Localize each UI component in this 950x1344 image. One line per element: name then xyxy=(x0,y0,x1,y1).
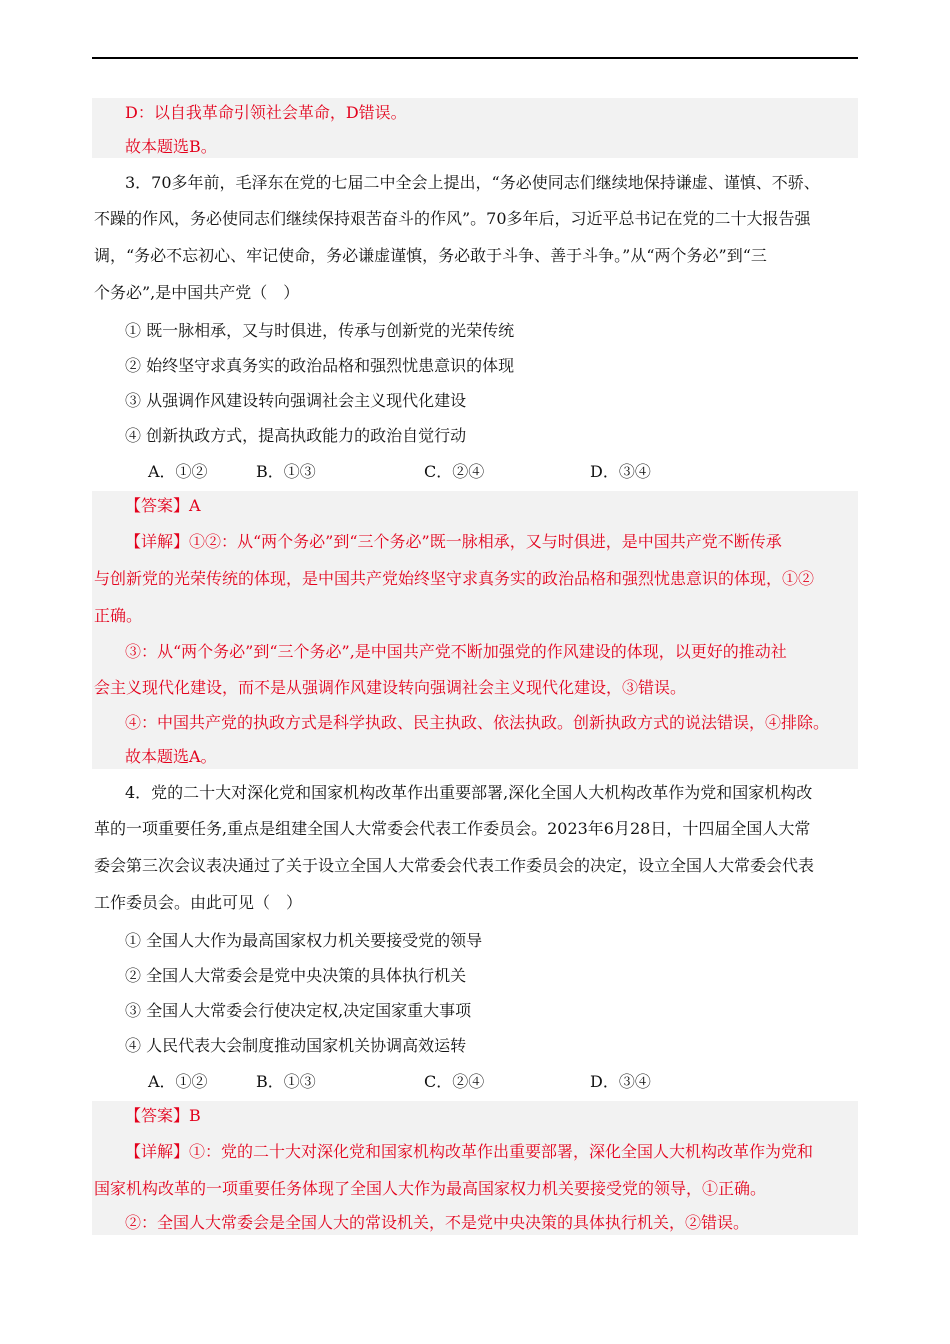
q3-detail-line-3: 正确。 xyxy=(94,606,143,625)
q3-detail-line-7: 故本题选A。 xyxy=(125,747,217,766)
q3-item-2: ② 始终坚守求真务实的政治品格和强烈忧患意识的体现 xyxy=(125,356,515,375)
q4-item-4: ④ 人民代表大会制度推动国家机关协调高效运转 xyxy=(125,1036,467,1055)
q3-option-c: C．②④ xyxy=(424,462,485,481)
q3-item-3: ③ 从强调作风建设转向强调社会主义现代化建设 xyxy=(125,391,467,410)
q3-stem-line-4: 个务必”,是中国共产党（ ） xyxy=(94,283,300,302)
q3-item-4: ④ 创新执政方式，提高执政能力的政治自觉行动 xyxy=(125,426,467,445)
q4-stem-line-2: 革的一项重要任务,重点是组建全国人大常委会代表工作委员会。2023年6月28日，十四届全国人大常 xyxy=(94,819,811,838)
q4-option-a: A．①② xyxy=(148,1072,208,1091)
q3-detail-line-1: 【详解】①②：从“两个务必”到“三个务必”既一脉相承，又与时俱进，是中国共产党不断传承 xyxy=(125,532,782,551)
q3-answer: 【答案】A xyxy=(125,496,201,515)
q3-option-d: D．③④ xyxy=(590,462,651,481)
q3-option-a: A．①② xyxy=(148,462,208,481)
q3-stem-line-2: 不躁的作风，务必使同志们继续保持艰苦奋斗的作风”。70多年后，习近平总书记在党的二十大报告强 xyxy=(94,209,811,228)
q3-detail-line-2: 与创新党的光荣传统的体现，是中国共产党始终坚守求真务实的政治品格和强烈忧患意识的体现，①② xyxy=(94,569,815,588)
q4-option-b: B．①③ xyxy=(256,1072,316,1091)
q4-item-1: ① 全国人大作为最高国家权力机关要接受党的领导 xyxy=(125,931,483,950)
q3-stem-line-3: 调，“务必不忘初心、牢记使命，务必谦虚谨慎，务必敢于斗争、善于斗争。”从“两个务必”到“三 xyxy=(94,246,767,265)
q4-detail-line-2: 国家机构改革的一项重要任务体现了全国人大作为最高国家权力机关要接受党的领导，①正确。 xyxy=(94,1179,767,1198)
q4-answer: 【答案】B xyxy=(125,1106,201,1125)
q4-item-2: ② 全国人大常委会是党中央决策的具体执行机关 xyxy=(125,966,467,985)
q3-item-1: ① 既一脉相承，又与时俱进，传承与创新党的光荣传统 xyxy=(125,321,515,340)
q3-detail-line-6: ④：中国共产党的执政方式是科学执政、民主执政、依法执政。创新执政方式的说法错误，④排除。 xyxy=(125,713,830,732)
q4-stem-line-4: 工作委员会。由此可见（ ） xyxy=(94,893,303,912)
q3-stem-line-1: 3．70多年前，毛泽东在党的七届二中全会上提出，“务必使同志们继续地保持谦虚、谨慎、不骄、 xyxy=(125,173,820,192)
q4-stem-line-1: 4．党的二十大对深化党和国家机构改革作出重要部署,深化全国人大机构改革作为党和国家机构改 xyxy=(125,783,813,802)
q3-detail-line-5: 会主义现代化建设，而不是从强调作风建设转向强调社会主义现代化建设，③错误。 xyxy=(94,678,687,697)
q4-item-3: ③ 全国人大常委会行使决定权,决定国家重大事项 xyxy=(125,1001,472,1020)
q2-d-explain: D：以自我革命引领社会革命，D错误。 xyxy=(125,103,407,122)
q3-detail-line-4: ③：从“两个务必”到“三个务必”,是中国共产党不断加强党的作风建设的体现，以更好的推动社 xyxy=(125,642,787,661)
q4-option-c: C．②④ xyxy=(424,1072,485,1091)
q2-conclusion: 故本题选B。 xyxy=(125,137,217,156)
q4-detail-line-3: ②：全国人大常委会是全国人大的常设机关，不是党中央决策的具体执行机关，②错误。 xyxy=(125,1213,750,1232)
q3-option-b: B．①③ xyxy=(256,462,316,481)
header-rule xyxy=(92,57,858,59)
q4-stem-line-3: 委会第三次会议表决通过了关于设立全国人大常委会代表工作委员会的决定，设立全国人大常委会代表 xyxy=(94,856,815,875)
q4-detail-line-1: 【详解】①：党的二十大对深化党和国家机构改革作出重要部署，深化全国人大机构改革作为党和 xyxy=(125,1142,814,1161)
q4-option-d: D．③④ xyxy=(590,1072,651,1091)
